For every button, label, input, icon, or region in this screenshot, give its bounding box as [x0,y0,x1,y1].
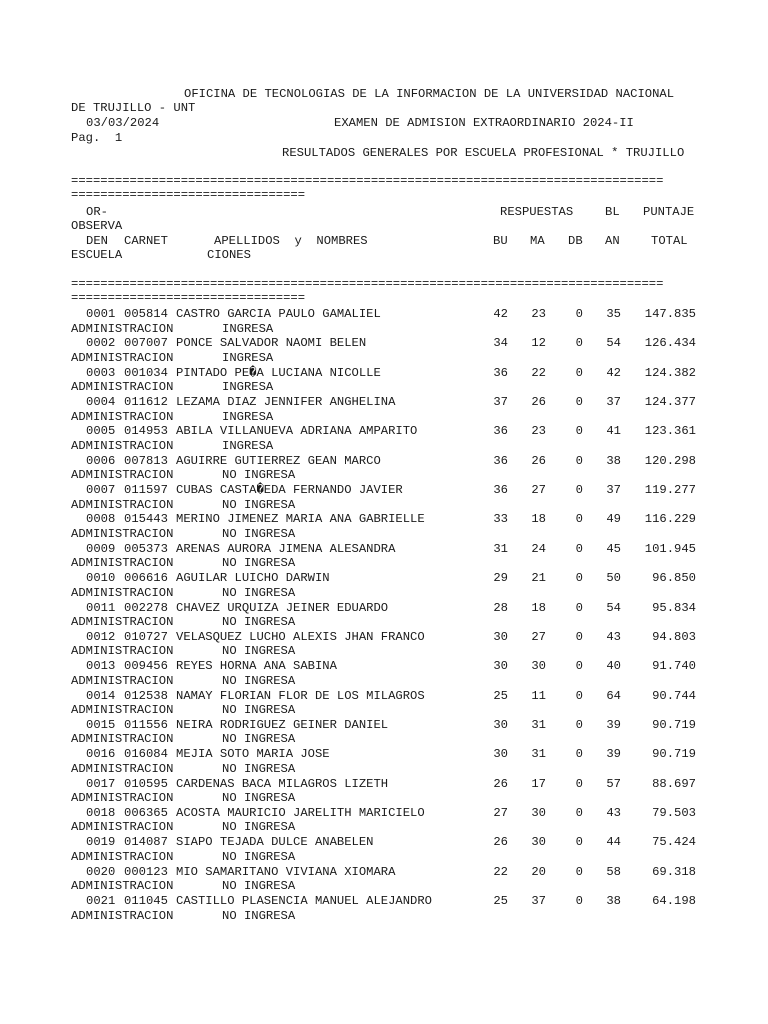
row-ma: 11 [531,688,546,703]
row-observacion: NO INGRESA [222,468,296,483]
row-escuela: ADMINISTRACION [71,673,174,688]
row-orden: 0011 [86,600,116,615]
row-observacion: NO INGRESA [222,673,296,688]
row-total: 90.744 [652,688,696,703]
row-total: 147.835 [644,307,696,321]
col-header-ciones: CIONES [207,248,251,262]
row-total: 116.229 [644,512,696,527]
row-observacion: NO INGRESA [222,703,296,718]
row-orden: 0015 [86,717,116,732]
row-observacion: NO INGRESA [222,791,296,806]
row-escuela: ADMINISTRACION [71,585,174,600]
row-orden: 0004 [86,395,116,410]
row-bu: 29 [493,571,508,586]
row-bl: 37 [606,395,621,410]
row-observacion: INGRESA [222,409,274,424]
row-orden: 0018 [86,805,116,820]
row-bu: 31 [493,541,508,556]
row-db: 0 [575,659,583,674]
row-db: 0 [575,776,583,791]
row-escuela: ADMINISTRACION [71,849,174,864]
row-bl: 43 [606,805,621,820]
row-bl: 50 [606,571,621,586]
col-header-escuela: ESCUELA [71,248,123,262]
row-escuela: ADMINISTRACION [71,908,174,923]
row-carnet: 012538 [124,688,168,703]
row-db: 0 [575,629,583,644]
row-observacion: NO INGRESA [222,644,296,659]
row-bu: 28 [493,600,508,615]
row-bl: 54 [606,600,621,615]
row-db: 0 [575,453,583,468]
row-orden: 0001 [86,307,116,321]
row-bu: 36 [493,483,508,498]
row-observacion: NO INGRESA [222,526,296,541]
row-bl: 58 [606,864,621,879]
row-carnet: 014087 [124,835,168,850]
row-name: PINTADO PE�A LUCIANA NICOLLE [176,365,381,380]
row-name: MERINO JIMENEZ MARIA ANA GABRIELLE [176,512,425,527]
row-carnet: 011556 [124,717,168,732]
row-total: 123.361 [644,424,696,439]
row-carnet: 011597 [124,483,168,498]
row-bl: 54 [606,336,621,351]
row-observacion: INGRESA [222,380,274,395]
row-orden: 0003 [86,365,116,380]
separator-line: ================================ [71,188,306,202]
row-name: SIAPO TEJADA DULCE ANABELEN [176,835,374,850]
row-bl: 49 [606,512,621,527]
row-bu: 30 [493,747,508,762]
row-ma: 30 [531,659,546,674]
row-db: 0 [575,805,583,820]
row-escuela: ADMINISTRACION [71,615,174,629]
row-ma: 26 [531,395,546,410]
row-bu: 27 [493,805,508,820]
row-bl: 41 [606,424,621,439]
row-db: 0 [575,424,583,439]
row-db: 0 [575,395,583,410]
row-orden: 0017 [86,776,116,791]
row-carnet: 016084 [124,747,168,762]
row-bu: 22 [493,864,508,879]
row-orden: 0013 [86,659,116,674]
row-escuela: ADMINISTRACION [71,879,174,894]
row-carnet: 009456 [124,659,168,674]
separator-line: ================================================================================= [71,174,664,188]
row-total: 88.697 [652,776,696,791]
row-ma: 30 [531,805,546,820]
row-bu: 42 [493,307,508,321]
row-escuela: ADMINISTRACION [71,468,174,483]
row-orden: 0021 [86,894,116,908]
col-header-den: DEN [86,234,108,248]
row-escuela: ADMINISTRACION [71,732,174,747]
row-bl: 57 [606,776,621,791]
row-observacion: INGRESA [222,350,274,365]
row-ma: 26 [531,453,546,468]
row-ma: 17 [531,776,546,791]
row-bu: 30 [493,717,508,732]
row-orden: 0016 [86,747,116,762]
row-ma: 21 [531,571,546,586]
row-orden: 0014 [86,688,116,703]
report-title: RESULTADOS GENERALES POR ESCUELA PROFESIONAL * TRUJILLO [282,146,685,160]
row-escuela: ADMINISTRACION [71,321,174,336]
row-db: 0 [575,307,583,321]
institution-title-cont: DE TRUJILLO - UNT [71,101,196,115]
col-header-total: TOTAL [651,234,688,248]
row-observacion: NO INGRESA [222,849,296,864]
row-bl: 40 [606,659,621,674]
row-name: REYES HORNA ANA SABINA [176,659,337,674]
row-carnet: 010595 [124,776,168,791]
row-observacion: INGRESA [222,438,274,453]
row-escuela: ADMINISTRACION [71,409,174,424]
row-name: MIO SAMARITANO VIVIANA XIOMARA [176,864,396,879]
row-orden: 0012 [86,629,116,644]
row-carnet: 011045 [124,894,168,908]
row-bl: 37 [606,483,621,498]
row-name: ABILA VILLANUEVA ADRIANA AMPARITO [176,424,418,439]
row-bu: 36 [493,453,508,468]
row-bl: 38 [606,894,621,908]
row-carnet: 010727 [124,629,168,644]
col-header-observa: OBSERVA [71,219,123,233]
row-name: CHAVEZ URQUIZA JEINER EDUARDO [176,600,389,615]
row-name: CUBAS CASTA�EDA FERNANDO JAVIER [176,483,403,498]
row-bl: 39 [606,747,621,762]
row-carnet: 007007 [124,336,168,351]
row-orden: 0002 [86,336,116,351]
row-bl: 39 [606,717,621,732]
row-total: 120.298 [644,453,696,468]
row-observacion: NO INGRESA [222,497,296,512]
separator-line: ================================ [71,291,306,305]
row-bl: 64 [606,688,621,703]
row-ma: 27 [531,629,546,644]
col-header-respuestas: RESPUESTAS [500,205,574,219]
row-ma: 12 [531,336,546,351]
row-escuela: ADMINISTRACION [71,703,174,718]
row-escuela: ADMINISTRACION [71,761,174,776]
row-total: 75.424 [652,835,696,850]
row-db: 0 [575,894,583,908]
row-db: 0 [575,483,583,498]
row-total: 124.382 [644,365,696,380]
row-observacion: NO INGRESA [222,879,296,894]
row-escuela: ADMINISTRACION [71,644,174,659]
row-escuela: ADMINISTRACION [71,380,174,395]
row-db: 0 [575,688,583,703]
row-name: LEZAMA DIAZ JENNIFER ANGHELINA [176,395,396,410]
row-orden: 0020 [86,864,116,879]
separator-line: ================================================================================= [71,277,664,291]
row-orden: 0010 [86,571,116,586]
row-name: CASTILLO PLASENCIA MANUEL ALEJANDRO [176,894,432,908]
row-bl: 45 [606,541,621,556]
row-escuela: ADMINISTRACION [71,350,174,365]
col-header-bl: BL [605,205,620,219]
row-ma: 27 [531,483,546,498]
row-ma: 31 [531,747,546,762]
row-name: VELASQUEZ LUCHO ALEXIS JHAN FRANCO [176,629,425,644]
row-bu: 25 [493,688,508,703]
row-total: 101.945 [644,541,696,556]
row-db: 0 [575,365,583,380]
row-name: AGUILAR LUICHO DARWIN [176,571,330,586]
row-total: 94.803 [652,629,696,644]
col-header-puntaje: PUNTAJE [643,205,695,219]
page-number: Pag. 1 [71,131,123,145]
row-total: 69.318 [652,864,696,879]
row-db: 0 [575,717,583,732]
row-bl: 38 [606,453,621,468]
row-ma: 23 [531,307,546,321]
row-observacion: INGRESA [222,321,274,336]
row-total: 126.434 [644,336,696,351]
row-ma: 18 [531,600,546,615]
row-total: 91.740 [652,659,696,674]
row-observacion: NO INGRESA [222,820,296,835]
col-header-ma: MA [530,234,545,248]
row-bu: 34 [493,336,508,351]
row-carnet: 006616 [124,571,168,586]
row-db: 0 [575,747,583,762]
row-bu: 33 [493,512,508,527]
row-total: 64.198 [652,894,696,908]
row-ma: 18 [531,512,546,527]
row-name: ACOSTA MAURICIO JARELITH MARICIELO [176,805,425,820]
row-ma: 37 [531,894,546,908]
row-name: CASTRO GARCIA PAULO GAMALIEL [176,307,381,321]
report-date: 03/03/2024 [86,116,160,130]
row-bu: 26 [493,835,508,850]
col-header-names: APELLIDOS y NOMBRES [214,234,368,248]
row-ma: 30 [531,835,546,850]
row-total: 96.850 [652,571,696,586]
row-bu: 36 [493,365,508,380]
row-orden: 0005 [86,424,116,439]
row-name: ARENAS AURORA JIMENA ALESANDRA [176,541,396,556]
row-carnet: 005814 [124,307,168,321]
row-orden: 0009 [86,541,116,556]
row-name: MEJIA SOTO MARIA JOSE [176,747,330,762]
row-observacion: NO INGRESA [222,556,296,571]
row-ma: 31 [531,717,546,732]
row-carnet: 000123 [124,864,168,879]
row-escuela: ADMINISTRACION [71,820,174,835]
row-observacion: NO INGRESA [222,732,296,747]
row-name: PONCE SALVADOR NAOMI BELEN [176,336,367,351]
row-bu: 37 [493,395,508,410]
row-orden: 0008 [86,512,116,527]
col-header-db: DB [568,234,583,248]
row-carnet: 005373 [124,541,168,556]
row-escuela: ADMINISTRACION [71,497,174,512]
col-header-carnet: CARNET [124,234,168,248]
row-bu: 30 [493,629,508,644]
row-bl: 35 [606,307,621,321]
row-observacion: NO INGRESA [222,761,296,776]
institution-title: OFICINA DE TECNOLOGIAS DE LA INFORMACION DE LA UNIVERSIDAD NACIONAL [184,87,675,101]
row-escuela: ADMINISTRACION [71,526,174,541]
row-carnet: 011612 [124,395,168,410]
row-name: NEIRA RODRIGUEZ GEINER DANIEL [176,717,389,732]
row-observacion: NO INGRESA [222,585,296,600]
row-db: 0 [575,571,583,586]
exam-title: EXAMEN DE ADMISION EXTRAORDINARIO 2024-II [334,116,634,130]
row-orden: 0007 [86,483,116,498]
row-bu: 36 [493,424,508,439]
row-escuela: ADMINISTRACION [71,438,174,453]
row-db: 0 [575,600,583,615]
row-total: 90.719 [652,717,696,732]
row-name: NAMAY FLORIAN FLOR DE LOS MILAGROS [176,688,425,703]
row-ma: 22 [531,365,546,380]
row-total: 124.377 [644,395,696,410]
col-header-bu: BU [493,234,508,248]
row-carnet: 014953 [124,424,168,439]
row-escuela: ADMINISTRACION [71,791,174,806]
row-carnet: 001034 [124,365,168,380]
row-orden: 0006 [86,453,116,468]
row-total: 90.719 [652,747,696,762]
row-bu: 25 [493,894,508,908]
row-ma: 23 [531,424,546,439]
row-bu: 30 [493,659,508,674]
row-observacion: NO INGRESA [222,908,296,923]
row-carnet: 006365 [124,805,168,820]
row-db: 0 [575,336,583,351]
row-escuela: ADMINISTRACION [71,556,174,571]
row-bl: 43 [606,629,621,644]
row-ma: 20 [531,864,546,879]
row-ma: 24 [531,541,546,556]
row-bu: 26 [493,776,508,791]
row-name: AGUIRRE GUTIERREZ GEAN MARCO [176,453,381,468]
row-db: 0 [575,864,583,879]
row-name: CARDENAS BACA MILAGROS LIZETH [176,776,389,791]
row-orden: 0019 [86,835,116,850]
row-observacion: NO INGRESA [222,615,296,629]
row-db: 0 [575,512,583,527]
row-total: 79.503 [652,805,696,820]
row-bl: 44 [606,835,621,850]
row-carnet: 002278 [124,600,168,615]
col-header-or: OR- [86,205,108,219]
row-db: 0 [575,835,583,850]
row-carnet: 015443 [124,512,168,527]
col-header-an: AN [605,234,620,248]
row-total: 95.834 [652,600,696,615]
row-carnet: 007813 [124,453,168,468]
row-db: 0 [575,541,583,556]
row-total: 119.277 [644,483,696,498]
row-bl: 42 [606,365,621,380]
